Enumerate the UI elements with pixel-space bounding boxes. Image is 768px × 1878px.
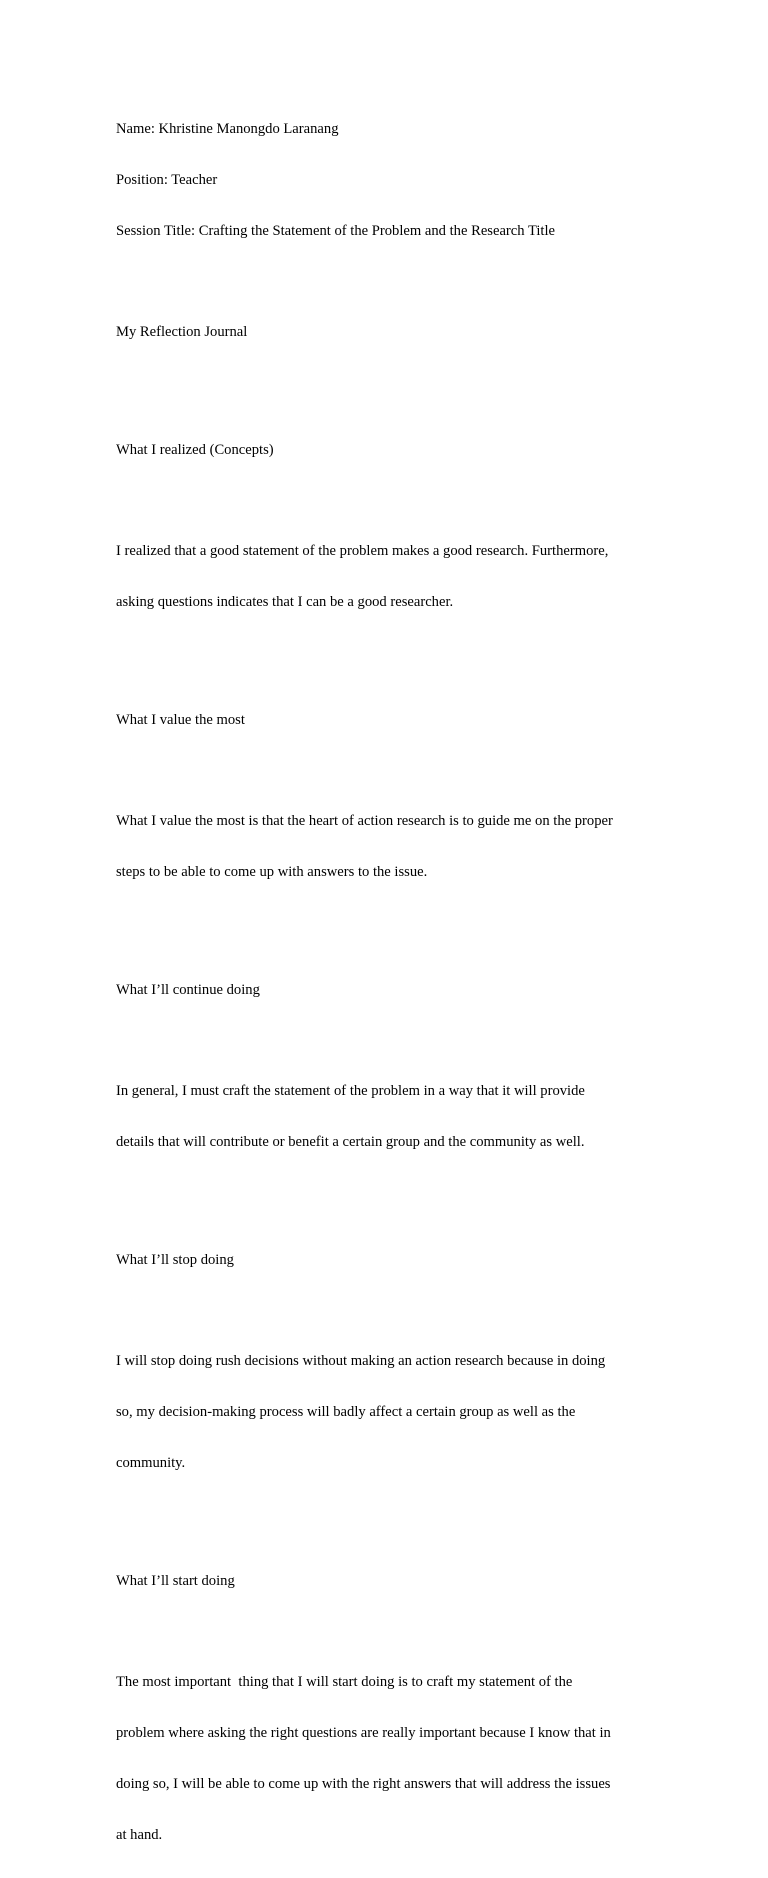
section-heading-stop: What I’ll stop doing — [116, 1252, 234, 1268]
paragraph-line: In general, I must craft the statement of the problem in a way that it will provide — [116, 1083, 585, 1099]
section-heading-realized: What I realized (Concepts) — [116, 442, 274, 458]
paragraph-line: asking questions indicates that I can be a good researcher. — [116, 594, 454, 610]
section-heading-continue: What I’ll continue doing — [116, 982, 260, 998]
paragraph-line: community. — [116, 1455, 186, 1471]
document-body — [116, 87, 656, 1878]
paragraph-line: so, my decision-making process will badly affect a certain group as well as the — [116, 1404, 576, 1420]
section-heading-value: What I value the most — [116, 712, 245, 728]
paragraph-line: doing so, I will be able to come up with the right answers that will address the issues — [116, 1776, 611, 1792]
paragraph-line: The most important thing that I will start doing is to craft my statement of the — [116, 1674, 573, 1690]
paragraph-line: I realized that a good statement of the problem makes a good research. Furthermore, — [116, 543, 609, 559]
section-heading-start: What I’ll start doing — [116, 1573, 235, 1589]
journal-title: My Reflection Journal — [116, 324, 248, 340]
paragraph-line: at hand. — [116, 1827, 163, 1843]
author-position: Position: Teacher — [116, 172, 218, 188]
author-name: Name: Khristine Manongdo Laranang — [116, 121, 339, 137]
paragraph-line: What I value the most is that the heart of action research is to guide me on the proper — [116, 813, 613, 829]
session-title: Session Title: Crafting the Statement of the Problem and the Research Title — [116, 223, 555, 239]
paragraph-line: I will stop doing rush decisions without making an action research because in doing — [116, 1353, 606, 1369]
paragraph-line: problem where asking the right questions are really important because I know that in — [116, 1725, 611, 1741]
paragraph-line: steps to be able to come up with answers to the issue. — [116, 864, 428, 880]
paragraph-line: details that will contribute or benefit a certain group and the community as well. — [116, 1134, 585, 1150]
